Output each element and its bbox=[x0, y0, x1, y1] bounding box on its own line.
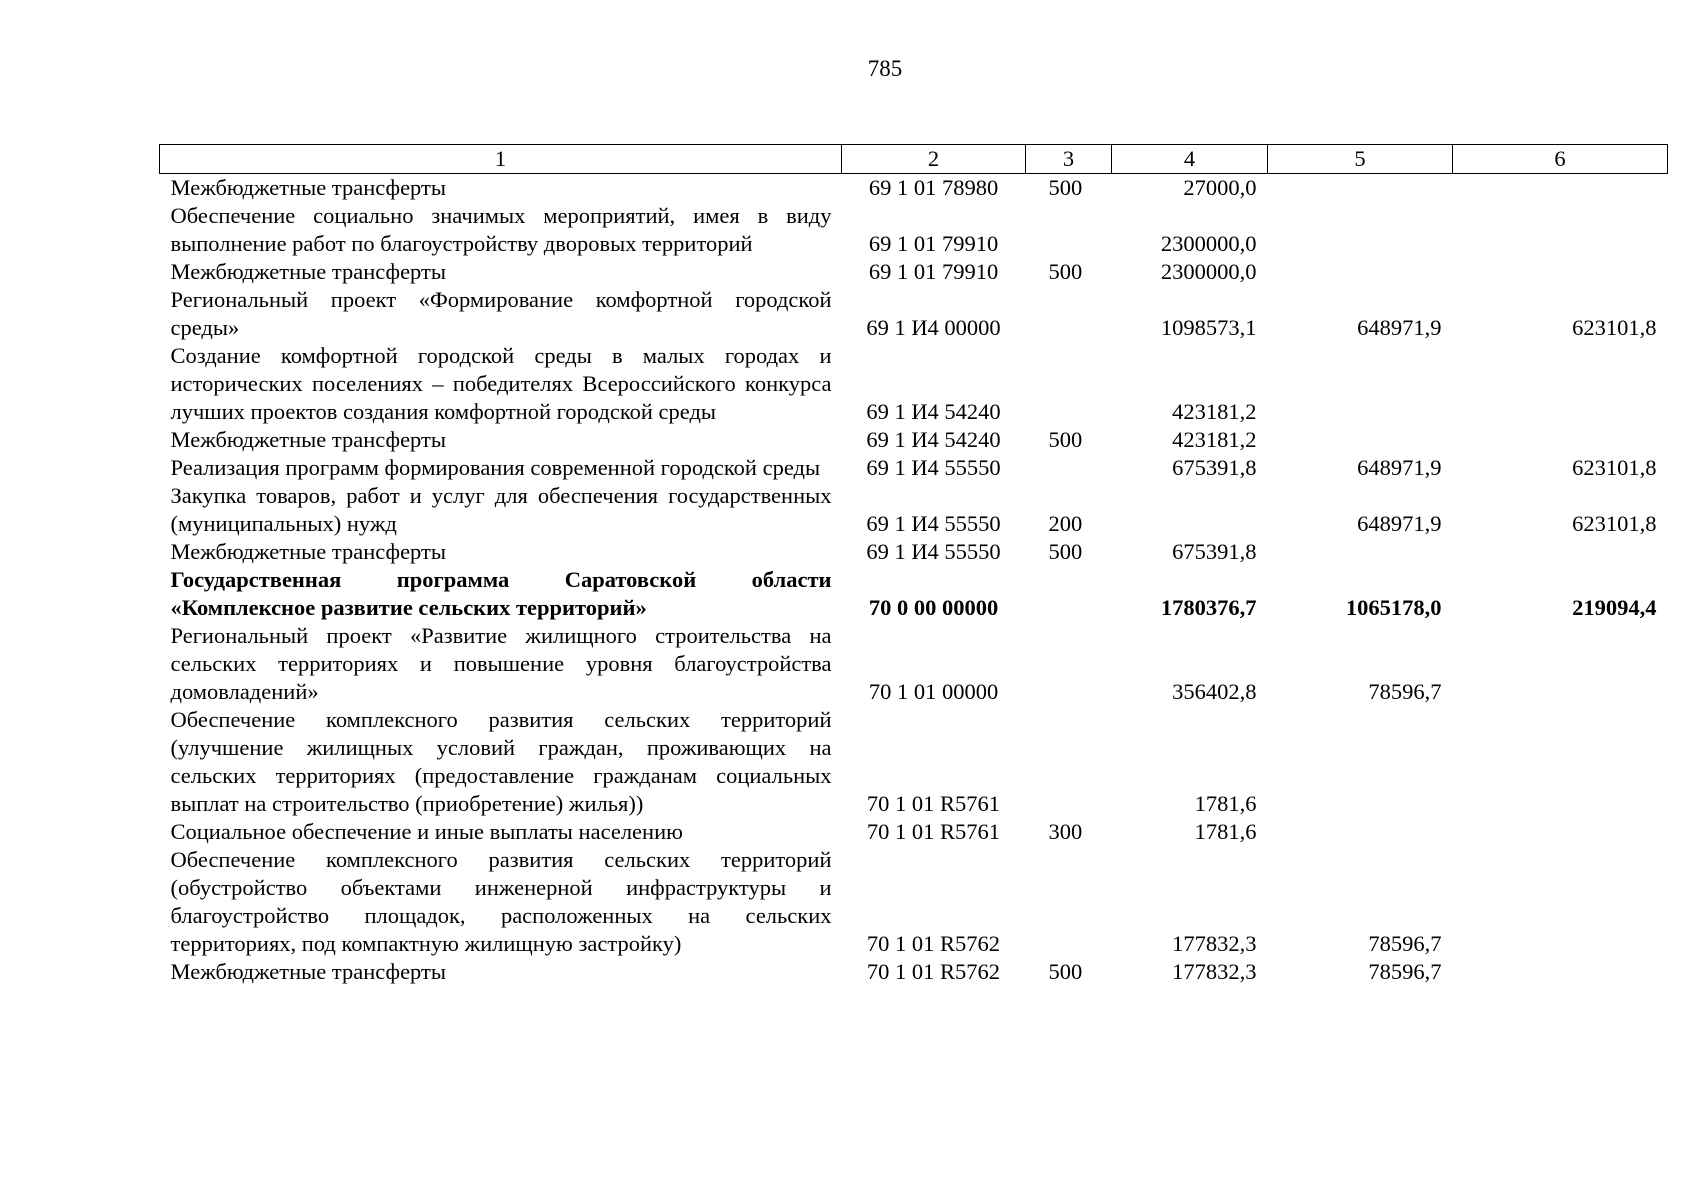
target-article-code: 69 1 И4 55550 bbox=[866, 455, 1001, 480]
amount-col-4: 356402,8 bbox=[1172, 679, 1257, 704]
amount-col-6 bbox=[1453, 818, 1668, 846]
target-article-code: 69 1 И4 55550 bbox=[866, 511, 1001, 536]
expense-type-code: 200 bbox=[1048, 511, 1083, 536]
amount-col-5 bbox=[1268, 202, 1453, 258]
amount-col-4: 2300000,0 bbox=[1160, 259, 1257, 284]
target-article-code: 70 0 00 00000 bbox=[868, 595, 999, 620]
row-name: Обеспечение комплексного развития сельских территорий (улучшение жилищных условий граждан, проживающих на сельских территориях (предоставление гражданам социальных выплат на строительство (приобретение) жилья)) bbox=[170, 707, 832, 816]
budget-table bbox=[159, 144, 1668, 986]
amount-col-5 bbox=[1268, 538, 1453, 566]
row-name: Создание комфортной городской среды в малых городах и исторических поселениях – победителях Всероссийского конкурса лучших проектов создания комфортной городской среды bbox=[170, 343, 832, 424]
target-article-code: 69 1 И4 55550 bbox=[866, 539, 1001, 564]
target-article-code: 70 1 01 00000 bbox=[868, 679, 999, 704]
target-article-code: 70 1 01 R5761 bbox=[866, 819, 1001, 844]
expense-type-code bbox=[1026, 286, 1112, 342]
row-name: Межбюджетные трансферты bbox=[170, 259, 446, 284]
expense-type-code bbox=[1026, 566, 1112, 622]
target-article-code: 69 1 И4 54240 bbox=[866, 427, 1001, 452]
amount-col-6 bbox=[1453, 622, 1668, 706]
amount-col-6 bbox=[1453, 258, 1668, 286]
target-article-code: 70 1 01 R5761 bbox=[866, 791, 1001, 816]
row-name: Межбюджетные трансферты bbox=[170, 959, 446, 984]
target-article-code: 69 1 01 79910 bbox=[868, 259, 999, 284]
target-article-code: 70 1 01 R5762 bbox=[866, 959, 1001, 984]
table-row bbox=[160, 342, 1668, 426]
table-row bbox=[160, 426, 1668, 454]
row-name: Реализация программ формирования современной городской среды bbox=[170, 455, 821, 480]
header-col-3: 3 bbox=[1026, 145, 1112, 174]
amount-col-4 bbox=[1112, 482, 1268, 538]
amount-col-6 bbox=[1453, 174, 1668, 203]
row-name: Межбюджетные трансферты bbox=[170, 175, 446, 200]
amount-col-4: 675391,8 bbox=[1172, 455, 1257, 480]
header-col-5: 5 bbox=[1268, 145, 1453, 174]
expense-type-code bbox=[1026, 846, 1112, 958]
amount-col-5 bbox=[1268, 426, 1453, 454]
amount-col-5 bbox=[1268, 174, 1453, 203]
row-name: Обеспечение комплексного развития сельских территорий (обустройство объектами инженерной инфраструктуры и благоустройство площадок, расположенных на сельских территориях, под компактную жилищную застройку) bbox=[170, 847, 832, 956]
amount-col-4: 177832,3 bbox=[1172, 931, 1257, 956]
row-name: Региональный проект «Развитие жилищного строительства на сельских территориях и повышение уровня благоустройства домовладений» bbox=[170, 623, 832, 704]
amount-col-5: 648971,9 bbox=[1357, 455, 1442, 480]
amount-col-5: 78596,7 bbox=[1368, 959, 1442, 984]
amount-col-6: 623101,8 bbox=[1572, 511, 1657, 536]
amount-col-6: 623101,8 bbox=[1572, 315, 1657, 340]
amount-col-4: 1780376,7 bbox=[1160, 595, 1257, 620]
row-name: Социальное обеспечение и иные выплаты населению bbox=[170, 819, 683, 844]
row-name: Обеспечение социально значимых мероприятий, имея в виду выполнение работ по благоустройству дворовых территорий bbox=[170, 203, 832, 256]
amount-col-5: 1065178,0 bbox=[1345, 595, 1442, 620]
expense-type-code bbox=[1026, 202, 1112, 258]
header-col-6: 6 bbox=[1453, 145, 1668, 174]
expense-type-code bbox=[1026, 342, 1112, 426]
amount-col-5 bbox=[1268, 706, 1453, 818]
expense-type-code: 500 bbox=[1048, 539, 1083, 564]
table-row bbox=[160, 202, 1668, 258]
amount-col-5: 78596,7 bbox=[1368, 931, 1442, 956]
header-col-1: 1 bbox=[160, 145, 842, 174]
expense-type-code bbox=[1026, 454, 1112, 482]
target-article-code: 69 1 01 78980 bbox=[868, 175, 999, 200]
expense-type-code bbox=[1026, 622, 1112, 706]
expense-type-code: 500 bbox=[1048, 959, 1083, 984]
table-row bbox=[160, 566, 1668, 622]
amount-col-6 bbox=[1453, 958, 1668, 986]
header-col-4: 4 bbox=[1112, 145, 1268, 174]
amount-col-6 bbox=[1453, 202, 1668, 258]
table-header bbox=[160, 145, 1668, 174]
table-row bbox=[160, 818, 1668, 846]
page-number: 785 bbox=[867, 56, 903, 81]
amount-col-5: 648971,9 bbox=[1357, 511, 1442, 536]
amount-col-6 bbox=[1453, 426, 1668, 454]
header-row bbox=[160, 145, 1668, 174]
amount-col-4: 423181,2 bbox=[1172, 399, 1257, 424]
amount-col-5 bbox=[1268, 342, 1453, 426]
amount-col-4: 27000,0 bbox=[1183, 175, 1257, 200]
row-name: Межбюджетные трансферты bbox=[170, 539, 446, 564]
target-article-code: 69 1 И4 00000 bbox=[866, 315, 1001, 340]
amount-col-5: 648971,9 bbox=[1357, 315, 1442, 340]
row-name: Закупка товаров, работ и услуг для обеспечения государственных (муниципальных) нужд bbox=[170, 483, 832, 536]
row-name: Региональный проект «Формирование комфортной городской среды» bbox=[170, 287, 832, 340]
amount-col-6 bbox=[1453, 706, 1668, 818]
header-col-2: 2 bbox=[842, 145, 1026, 174]
target-article-code: 70 1 01 R5762 bbox=[866, 931, 1001, 956]
row-name: Межбюджетные трансферты bbox=[170, 427, 446, 452]
amount-col-6 bbox=[1453, 538, 1668, 566]
table-row bbox=[160, 482, 1668, 538]
table-row bbox=[160, 846, 1668, 958]
amount-col-6 bbox=[1453, 342, 1668, 426]
amount-col-6: 219094,4 bbox=[1572, 595, 1657, 620]
table-row bbox=[160, 174, 1668, 203]
table-row bbox=[160, 958, 1668, 986]
expense-type-code: 500 bbox=[1048, 259, 1083, 284]
target-article-code: 69 1 01 79910 bbox=[868, 231, 999, 256]
amount-col-4: 675391,8 bbox=[1172, 539, 1257, 564]
table-row bbox=[160, 622, 1668, 706]
table-row bbox=[160, 286, 1668, 342]
row-name: Государственная программа Саратовской области «Комплексное развитие сельских территорий» bbox=[170, 567, 832, 620]
amount-col-5: 78596,7 bbox=[1368, 679, 1442, 704]
table-row bbox=[160, 538, 1668, 566]
amount-col-5 bbox=[1268, 258, 1453, 286]
expense-type-code: 500 bbox=[1048, 427, 1083, 452]
table-row bbox=[160, 258, 1668, 286]
amount-col-4: 1098573,1 bbox=[1160, 315, 1257, 340]
amount-col-4: 2300000,0 bbox=[1160, 231, 1257, 256]
table-body bbox=[160, 174, 1668, 987]
amount-col-4: 1781,6 bbox=[1194, 791, 1257, 816]
expense-type-code bbox=[1026, 706, 1112, 818]
expense-type-code: 300 bbox=[1048, 819, 1083, 844]
amount-col-4: 1781,6 bbox=[1194, 819, 1257, 844]
amount-col-4: 177832,3 bbox=[1172, 959, 1257, 984]
table-row bbox=[160, 706, 1668, 818]
table-row bbox=[160, 454, 1668, 482]
expense-type-code: 500 bbox=[1048, 175, 1083, 200]
amount-col-6: 623101,8 bbox=[1572, 455, 1657, 480]
amount-col-5 bbox=[1268, 818, 1453, 846]
amount-col-4: 423181,2 bbox=[1172, 427, 1257, 452]
amount-col-6 bbox=[1453, 846, 1668, 958]
target-article-code: 69 1 И4 54240 bbox=[866, 399, 1001, 424]
